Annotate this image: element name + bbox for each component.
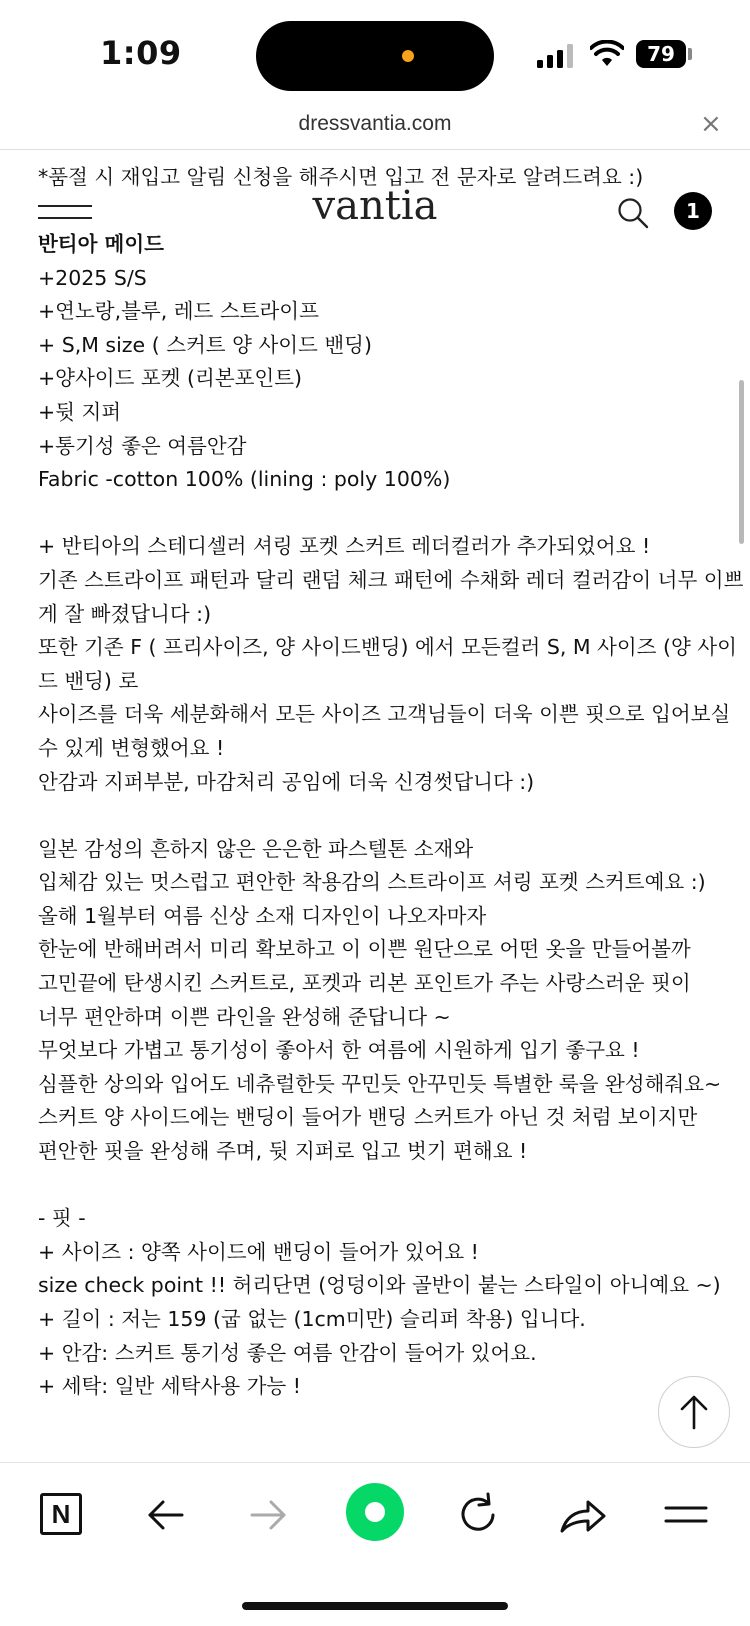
dynamic-island (256, 21, 494, 91)
description-line: +연노랑,블루, 레드 스트라이프 (38, 299, 319, 324)
hamburger-icon[interactable] (38, 205, 92, 221)
search-icon[interactable] (616, 196, 650, 230)
description-line: + 세탁: 일반 세탁사용 가능 ! (38, 1374, 301, 1399)
description-line: 편안한 핏을 완성해 주며, 뒷 지퍼로 입고 벗기 편해요 ! (38, 1139, 528, 1164)
description-line: + S,M size ( 스커트 양 사이드 밴딩) (38, 332, 372, 357)
description-line: 안감과 지퍼부분, 마감처리 공임에 더욱 신경썻답니다 :) (38, 769, 535, 794)
site-logo[interactable]: vantia (312, 183, 438, 229)
scrollbar[interactable] (739, 380, 744, 544)
description-line: +통기성 좋은 여름안감 (38, 433, 247, 458)
scroll-top-button[interactable] (658, 1376, 730, 1448)
description-line: +2025 S/S (38, 265, 147, 290)
description-line: 스커트 양 사이드에는 밴딩이 들어가 밴딩 스커트가 아닌 것 처럼 보이지만 (38, 1105, 698, 1130)
menu-icon[interactable] (656, 1485, 716, 1545)
arrow-right-icon[interactable] (238, 1485, 298, 1545)
cart-count-badge[interactable]: 1 (674, 192, 712, 230)
description-line: + 사이즈 : 양쪽 사이드에 밴딩이 들어가 있어요 ! (38, 1239, 479, 1264)
share-icon[interactable] (552, 1485, 612, 1545)
description-line: - 핏 - (38, 1206, 86, 1231)
recording-indicator-icon (402, 50, 414, 62)
reload-icon[interactable] (448, 1485, 508, 1545)
description-line: 또한 기존 F ( 프리사이즈, 양 사이드밴딩) 에서 모든컬러 S, M 사이즈 (양 사이 (38, 635, 737, 660)
description-line: 심플한 상의와 입어도 네츄럴한듯 꾸민듯 안꾸민듯 특별한 룩을 완성해줘요~ (38, 1071, 722, 1096)
wifi-icon (590, 40, 624, 68)
description-line: + 길이 : 저는 159 (굽 없는 (1cm미만) 슬리퍼 착용) 입니다. (38, 1307, 586, 1331)
url-bar[interactable]: dressvantia.com (298, 112, 452, 135)
description-line: 반티아 메이드 (38, 232, 164, 256)
close-icon[interactable]: × (700, 109, 722, 139)
url-divider (0, 149, 750, 150)
description-line: + 안감: 스커트 통기성 좋은 여름 안감이 들어가 있어요. (38, 1340, 537, 1365)
description-line: 기존 스트라이프 패턴과 달리 랜덤 체크 패턴에 수채화 레더 컬러감이 너무 이쁘 (38, 567, 744, 592)
restock-notice: *품절 시 재입고 알림 신청을 해주시면 입고 전 문자로 알려드려요 :) (38, 165, 644, 189)
green-circle-icon[interactable] (346, 1483, 404, 1541)
description-line: 올해 1월부터 여름 신상 소재 디자인이 나오자마자 (38, 903, 487, 928)
cellular-signal-icon (537, 44, 575, 68)
arrow-up-icon (658, 1376, 730, 1448)
description-line: 입체감 있는 멋스럽고 편안한 착용감의 스트라이프 셔링 포켓 스커트예요 :) (38, 870, 706, 895)
description-line: 드 밴딩) 로 (38, 668, 139, 693)
description-line: 너무 편안하며 이쁜 라인을 완성해 준답니다 ~ (38, 1004, 451, 1029)
description-line: 일본 감성의 흔하지 않은 은은한 파스텔톤 소재와 (38, 836, 474, 861)
description-line: 한눈에 반해버려서 미리 확보하고 이 이쁜 원단으로 어떤 옷을 만들어볼까 (38, 937, 691, 962)
description-line: +양사이드 포켓 (리본포인트) (38, 366, 303, 391)
naver-home-button[interactable]: N (40, 1493, 82, 1535)
description-line: +뒷 지퍼 (38, 399, 122, 424)
description-line: 사이즈를 더욱 세분화해서 모든 사이즈 고객님들이 더욱 이쁜 핏으로 입어보실 (38, 702, 731, 727)
description-line: 고민끝에 탄생시킨 스커트로, 포켓과 리본 포인트가 주는 사랑스러운 핏이 (38, 971, 691, 996)
description-line: Fabric -cotton 100% (lining : poly 100%) (38, 467, 451, 492)
description-line (38, 497, 728, 531)
product-description (38, 228, 744, 1404)
arrow-left-icon[interactable] (136, 1485, 196, 1545)
description-line: size check point !! 허리단면 (엉덩이와 골반이 붙는 스타일이 아니예요 ~) (38, 1273, 721, 1298)
description-line (38, 799, 728, 833)
battery-tip (688, 48, 692, 60)
status-time: 1:09 (100, 34, 182, 72)
description-line: + 반티아의 스테디셀러 셔링 포켓 스커트 레더컬러가 추가되었어요 ! (38, 534, 651, 559)
description-line (38, 1169, 728, 1203)
description-line: 수 있게 변형했어요 ! (38, 735, 225, 760)
description-line: 게 잘 빠졌답니다 :) (38, 601, 212, 626)
home-indicator (242, 1602, 508, 1610)
description-line: 무엇보다 가볍고 통기성이 좋아서 한 여름에 시원하게 입기 좋구요 ! (38, 1038, 640, 1063)
battery-indicator: 79 (636, 40, 686, 68)
